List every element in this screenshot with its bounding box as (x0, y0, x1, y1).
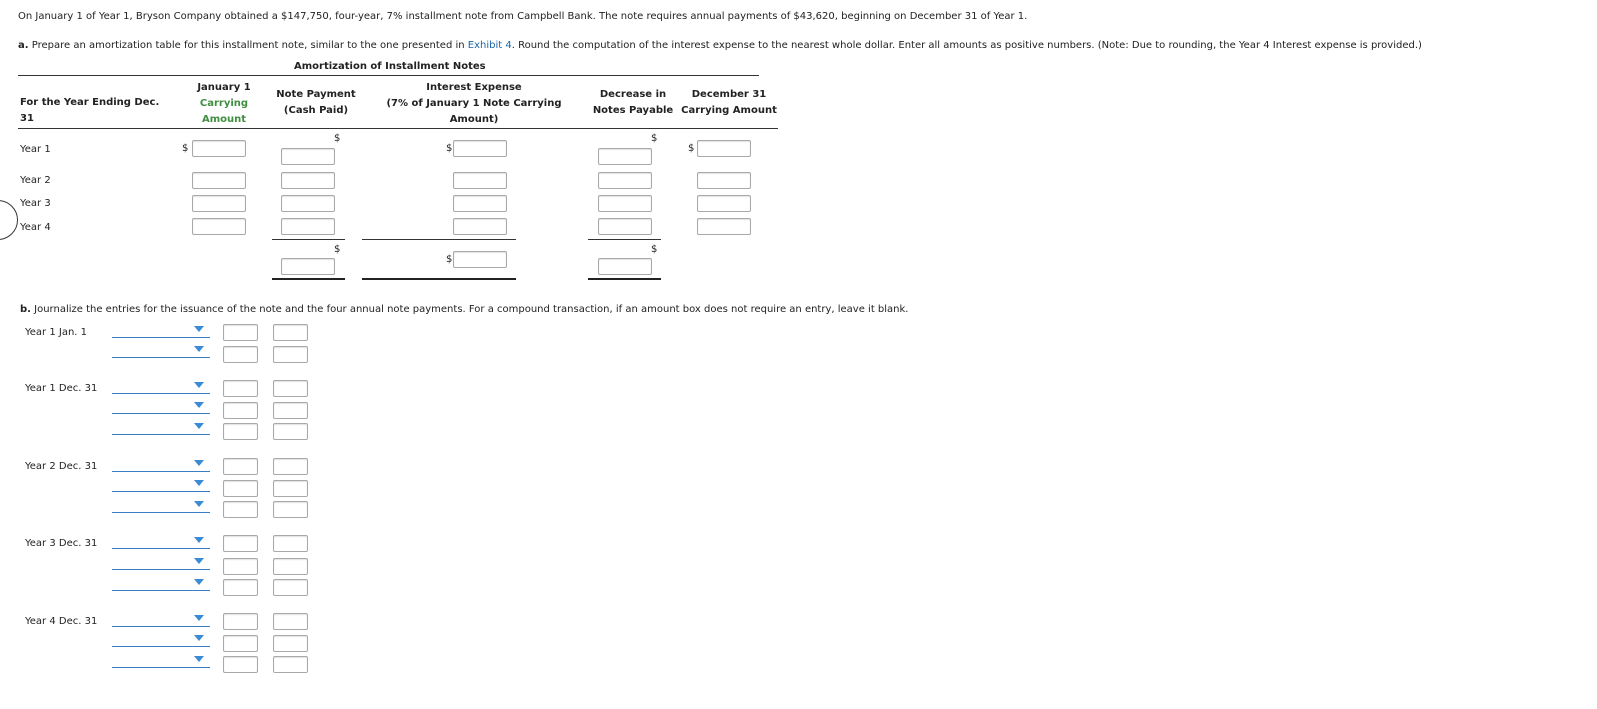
account-select[interactable] (112, 458, 210, 472)
part-b-letter: b. (20, 304, 31, 315)
year-1-interest-input[interactable] (453, 140, 507, 157)
credit-input[interactable] (273, 380, 308, 397)
debit-input[interactable] (223, 480, 258, 497)
header-year-ending-line1: For the Year Ending Dec. (20, 97, 160, 108)
chevron-down-icon (194, 460, 204, 466)
header-decrease-line1: Decrease in (599, 89, 667, 100)
part-a-instructions (18, 40, 1422, 51)
year-1-jan1-carrying-input[interactable] (192, 140, 246, 157)
year-4-jan1-carrying-input[interactable] (192, 218, 246, 235)
chevron-down-icon (194, 579, 204, 585)
account-select[interactable] (112, 577, 210, 591)
account-select[interactable] (112, 633, 210, 647)
row-label-year-3: Year 3 (20, 198, 51, 209)
debit-input[interactable] (223, 423, 258, 440)
chevron-down-icon (194, 537, 204, 543)
credit-input[interactable] (273, 402, 308, 419)
account-select[interactable] (112, 654, 210, 668)
table-title: Amortization of Installment Notes (294, 61, 486, 72)
account-select[interactable] (112, 421, 210, 435)
header-rule (18, 128, 778, 129)
header-dec31-line2: Carrying Amount (681, 105, 777, 116)
journal-label-y1-dec31: Year 1 Dec. 31 (25, 383, 98, 394)
dollar-sign-total-decrease: $ (651, 244, 658, 255)
header-note-payment-line2: (Cash Paid) (283, 105, 349, 116)
account-select[interactable] (112, 380, 210, 394)
debit-input[interactable] (223, 635, 258, 652)
table-title-rule (18, 75, 759, 76)
debit-input[interactable] (223, 501, 258, 518)
year-2-interest-input[interactable] (453, 172, 507, 189)
credit-input[interactable] (273, 656, 308, 673)
header-jan1-line1: January 1 (197, 82, 251, 93)
journal-label-y4-dec31: Year 4 Dec. 31 (25, 616, 98, 627)
year-4-dec31-carrying-input[interactable] (697, 218, 751, 235)
year-4-interest-input[interactable] (453, 218, 507, 235)
header-year-ending (20, 95, 159, 127)
header-interest-line3: Amount) (449, 114, 499, 125)
debit-input[interactable] (223, 558, 258, 575)
year-1-dec31-carrying-input[interactable] (697, 140, 751, 157)
dollar-sign-total-interest: $ (446, 254, 453, 265)
exhibit-link[interactable]: Exhibit 4 (467, 40, 512, 51)
year-3-decrease-input[interactable] (598, 195, 652, 212)
dollar-sign-payment: $ (334, 133, 341, 144)
debit-input[interactable] (223, 380, 258, 397)
credit-input[interactable] (273, 558, 308, 575)
decrease-double-rule (588, 278, 661, 280)
header-dec31-line1: December 31 (691, 89, 767, 100)
header-decrease (588, 87, 678, 119)
year-2-jan1-carrying-input[interactable] (192, 172, 246, 189)
interest-double-rule (362, 278, 516, 280)
chevron-down-icon (194, 382, 204, 388)
part-b-text: Journalize the entries for the issuance of the note and the four annual note payments. For a compound transaction, if an amount box does not require an entry, leave it blank. (30, 304, 909, 315)
part-a-letter: a. (18, 40, 29, 51)
account-select[interactable] (112, 556, 210, 570)
problem-intro: On January 1 of Year 1, Bryson Company obtained a $147,750, four-year, 7% installment note from Campbell Bank. The note requires annual payments of $43,620, beginning on December 31 of Year 1. (18, 11, 1028, 22)
chevron-down-icon (194, 326, 204, 332)
journal-label-y2-dec31: Year 2 Dec. 31 (25, 461, 98, 472)
header-interest-line2: (7% of January 1 Note Carrying (386, 98, 562, 109)
header-note-payment-line1: Note Payment (276, 89, 356, 100)
year-4-decrease-input[interactable] (598, 218, 652, 235)
chevron-down-icon (194, 558, 204, 564)
header-note-payment (266, 87, 366, 119)
year-4-note-payment-input[interactable] (281, 218, 335, 235)
part-b-instructions (20, 304, 909, 315)
payment-double-rule (272, 278, 345, 280)
year-2-dec31-carrying-input[interactable] (697, 172, 751, 189)
dollar-sign-interest: $ (446, 143, 453, 154)
year-3-interest-input[interactable] (453, 195, 507, 212)
row-label-year-2: Year 2 (20, 175, 51, 186)
total-decrease-input[interactable] (598, 258, 652, 275)
credit-input[interactable] (273, 613, 308, 630)
row-label-year-1: Year 1 (20, 144, 51, 155)
dollar-sign-dec31: $ (688, 143, 695, 154)
account-select[interactable] (112, 324, 210, 338)
header-decrease-line2: Notes Payable (592, 105, 674, 116)
header-interest-line1: Interest Expense (426, 82, 522, 93)
header-dec31 (678, 87, 780, 119)
year-3-note-payment-input[interactable] (281, 195, 335, 212)
part-a-text-after: . Round the computation of the interest expense to the nearest whole dollar. Enter all amounts as positive numbers. (Note: Due to rounding, the Year 4 Interest expense is provided.) (511, 40, 1422, 51)
year-3-jan1-carrying-input[interactable] (192, 195, 246, 212)
credit-input[interactable] (273, 458, 308, 475)
account-select[interactable] (112, 613, 210, 627)
credit-input[interactable] (273, 324, 308, 341)
debit-input[interactable] (223, 458, 258, 475)
header-jan1-carrying (186, 80, 262, 128)
credit-input[interactable] (273, 480, 308, 497)
chevron-down-icon (194, 346, 204, 352)
journal-label-y1-jan1: Year 1 Jan. 1 (25, 327, 88, 338)
interest-total-rule (362, 239, 516, 240)
scroll-circle-indicator (0, 200, 18, 240)
credit-input[interactable] (273, 579, 308, 596)
debit-input[interactable] (223, 346, 258, 363)
chevron-down-icon (194, 423, 204, 429)
header-year-ending-line2: 31 (20, 113, 34, 124)
dollar-sign-jan1: $ (182, 143, 189, 154)
header-interest-expense (374, 80, 574, 128)
credit-input[interactable] (273, 501, 308, 518)
dollar-sign-decrease: $ (651, 133, 658, 144)
dollar-sign-total-payment: $ (334, 244, 341, 255)
journal-label-y3-dec31: Year 3 Dec. 31 (25, 538, 98, 549)
chevron-down-icon (194, 402, 204, 408)
year-2-note-payment-input[interactable] (281, 172, 335, 189)
header-jan1-line2: Carrying (199, 98, 249, 109)
debit-input[interactable] (223, 579, 258, 596)
part-a-text-before: Prepare an amortization table for this installment note, similar to the one presented in (28, 40, 468, 51)
debit-input[interactable] (223, 535, 258, 552)
decrease-total-rule (588, 239, 661, 240)
year-2-decrease-input[interactable] (598, 172, 652, 189)
account-select[interactable] (112, 344, 210, 358)
credit-input[interactable] (273, 346, 308, 363)
chevron-down-icon (194, 615, 204, 621)
debit-input[interactable] (223, 324, 258, 341)
credit-input[interactable] (273, 423, 308, 440)
year-1-note-payment-input[interactable] (281, 148, 335, 165)
account-select[interactable] (112, 478, 210, 492)
debit-input[interactable] (223, 402, 258, 419)
total-interest-input[interactable] (453, 251, 507, 268)
chevron-down-icon (194, 656, 204, 662)
header-jan1-line3: Amount (201, 114, 247, 125)
account-select[interactable] (112, 499, 210, 513)
year-1-decrease-input[interactable] (598, 148, 652, 165)
debit-input[interactable] (223, 656, 258, 673)
account-select[interactable] (112, 535, 210, 549)
chevron-down-icon (194, 635, 204, 641)
total-note-payment-input[interactable] (281, 258, 335, 275)
account-select[interactable] (112, 400, 210, 414)
chevron-down-icon (194, 480, 204, 486)
credit-input[interactable] (273, 635, 308, 652)
chevron-down-icon (194, 501, 204, 507)
credit-input[interactable] (273, 535, 308, 552)
row-label-year-4: Year 4 (20, 222, 51, 233)
debit-input[interactable] (223, 613, 258, 630)
year-3-dec31-carrying-input[interactable] (697, 195, 751, 212)
payment-total-rule (272, 239, 345, 240)
